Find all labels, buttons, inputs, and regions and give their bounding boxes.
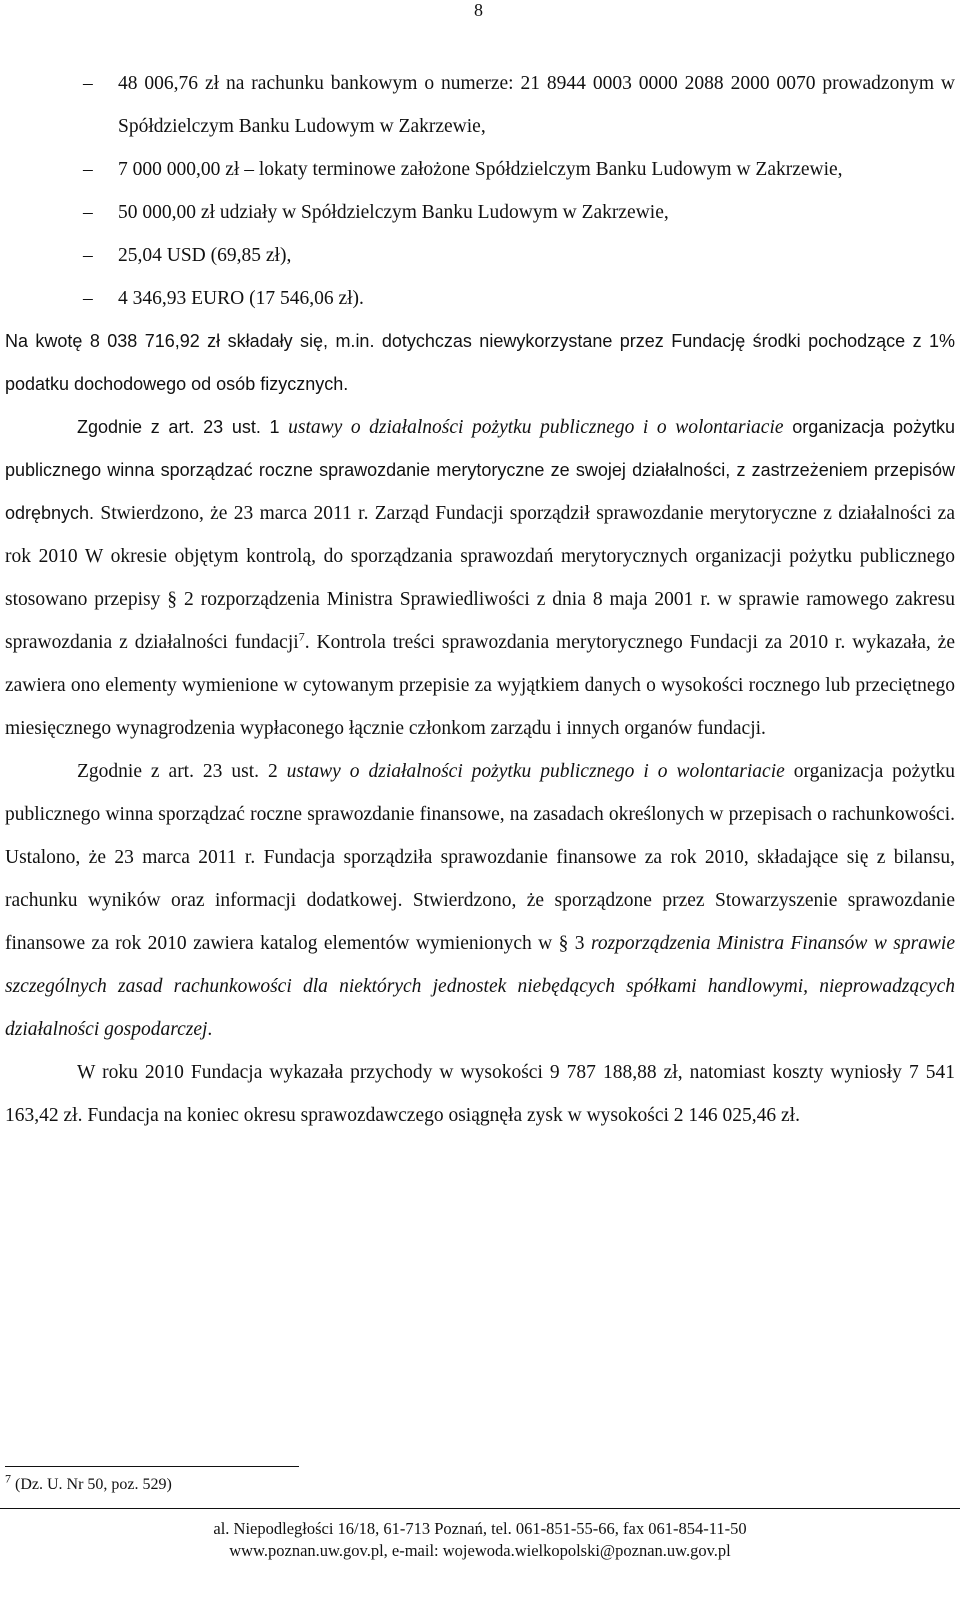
- paragraph-substantive-report: [5, 406, 955, 750]
- regulation-title: rozporządzenia Ministra Finansów w sprawie szczególnych zasad rachunkowości dla niektórych jednostek niebędących spółkami handlowymi, nieprowadzących działalności gospodarczej: [5, 933, 956, 1040]
- paragraph-text: Na kwotę 8 038 716,92 zł składały się, m.in. dotychczas niewykorzystane przez Fundację środki pochodzące z 1% podatku dochodowego od osób fizycznych.: [5, 331, 955, 394]
- page-number: 8: [474, 0, 483, 20]
- dash-bullet: –: [83, 288, 93, 309]
- footer-address: al. Niepodległości 16/18, 61-713 Poznań, tel. 061-851-55-66, fax 061-854-11-50: [213, 1519, 747, 1538]
- bank-balance-list: [5, 62, 955, 320]
- dash-bullet: –: [83, 202, 93, 223]
- act-title: ustawy o działalności pożytku publicznego i o wolontariacie: [277, 761, 785, 782]
- paragraph-text: . Kontrola treści sprawozdania merytorycznego Fundacji za 2010 r. wykazała, że zawiera ono elementy wymienione w cytowanym przepisie za wyjątkiem danych o wysokości rocznego lub przeciętnego miesięcznego wynagrodzenia wypłaconego łącznie członkom zarządu i innych organów fundacji.: [5, 632, 955, 739]
- dash-bullet: –: [83, 245, 93, 266]
- document-body: [5, 62, 955, 1137]
- dash-bullet: –: [83, 159, 93, 180]
- list-item: [5, 62, 955, 148]
- footnote-number: 7: [5, 1471, 11, 1486]
- footnote-divider: [5, 1466, 299, 1467]
- paragraph-text: Stwierdzono, że 23 marca 2011 r. Zarząd Fundacji sporządził sprawozdanie merytoryczne z działalności za rok 2010 W okresie objętym kontrolą, do sporządzania sprawozdań merytorycznych organizacji pożytku publicznego stosowano przepisy § 2 rozporządzenia Ministra Sprawiedliwości z dnia 8 maja 2001 r. w sprawie ramowego zakresu sprawozdania z działalności fundacji: [5, 503, 955, 653]
- list-item-text: 25,04 USD (69,85 zł),: [118, 245, 292, 266]
- paragraph-sum: [5, 320, 955, 406]
- act-title: ustawy o działalności pożytku publicznego i o wolontariacie: [279, 417, 784, 438]
- page-footer: [0, 1518, 960, 1562]
- list-item-text: 7 000 000,00 zł – lokaty terminowe założone Spółdzielczym Banku Ludowym w Zakrzewie,: [118, 159, 843, 180]
- footnote-text: (Dz. U. Nr 50, poz. 529): [11, 1476, 172, 1493]
- footer-contact: www.poznan.uw.gov.pl, e-mail: wojewoda.wielkopolski@poznan.uw.gov.pl: [229, 1541, 731, 1560]
- list-item-text: 4 346,93 EURO (17 546,06 zł).: [118, 288, 364, 309]
- list-item: [5, 277, 955, 320]
- list-item-text: 48 006,76 zł na rachunku bankowym o numerze: 21 8944 0003 0000 2088 2000 0070 prowadzonym w Spółdzielczym Banku Ludowym w Zakrzewie,: [118, 73, 955, 137]
- footnote-ref: 7: [298, 629, 305, 644]
- paragraph-income: W roku 2010 Fundacja wykazała przychody w wysokości 9 787 188,88 zł, natomiast koszty wyniosły 7 541 163,42 zł. Fundacja na koniec okresu sprawozdawczego osiągnęła zysk w wysokości 2 146 025,46 zł.: [5, 1062, 955, 1126]
- list-item-text: 50 000,00 zł udziały w Spółdzielczym Banku Ludowym w Zakrzewie,: [118, 202, 669, 223]
- dash-bullet: –: [83, 73, 93, 94]
- footer-divider: [0, 1508, 960, 1509]
- list-item: [5, 191, 955, 234]
- footnote: [5, 1471, 172, 1494]
- list-item: [5, 148, 955, 191]
- paragraph-lead: Zgodnie z art. 23 ust. 2: [77, 761, 278, 782]
- paragraph-text: .: [207, 1019, 213, 1040]
- paragraph-financial-report: [5, 750, 955, 1051]
- paragraph-lead: Zgodnie z art. 23 ust. 1: [77, 417, 280, 437]
- list-item: [5, 234, 955, 277]
- paragraph-text: organizacja pożytku publicznego winna sporządzać roczne sprawozdanie merytoryczne ze swojej działalności, z zastrzeżeniem przepisów odrębnych.: [5, 417, 956, 523]
- paragraph-text: organizacja pożytku publicznego winna sporządzać roczne sprawozdanie finansowe, na zasadach określonych w przepisach o rachunkowości. Ustalono, że 23 marca 2011 r. Fundacja sporządziła sprawozdanie finansowe za rok 2010, składające się z bilansu, rachunku wyników oraz informacji dodatkowej. Stwierdzono, że sporządzone przez Stowarzyszenie sprawozdanie finansowe za rok 2010 zawiera katalog elementów wymienionych w § 3: [5, 761, 956, 954]
